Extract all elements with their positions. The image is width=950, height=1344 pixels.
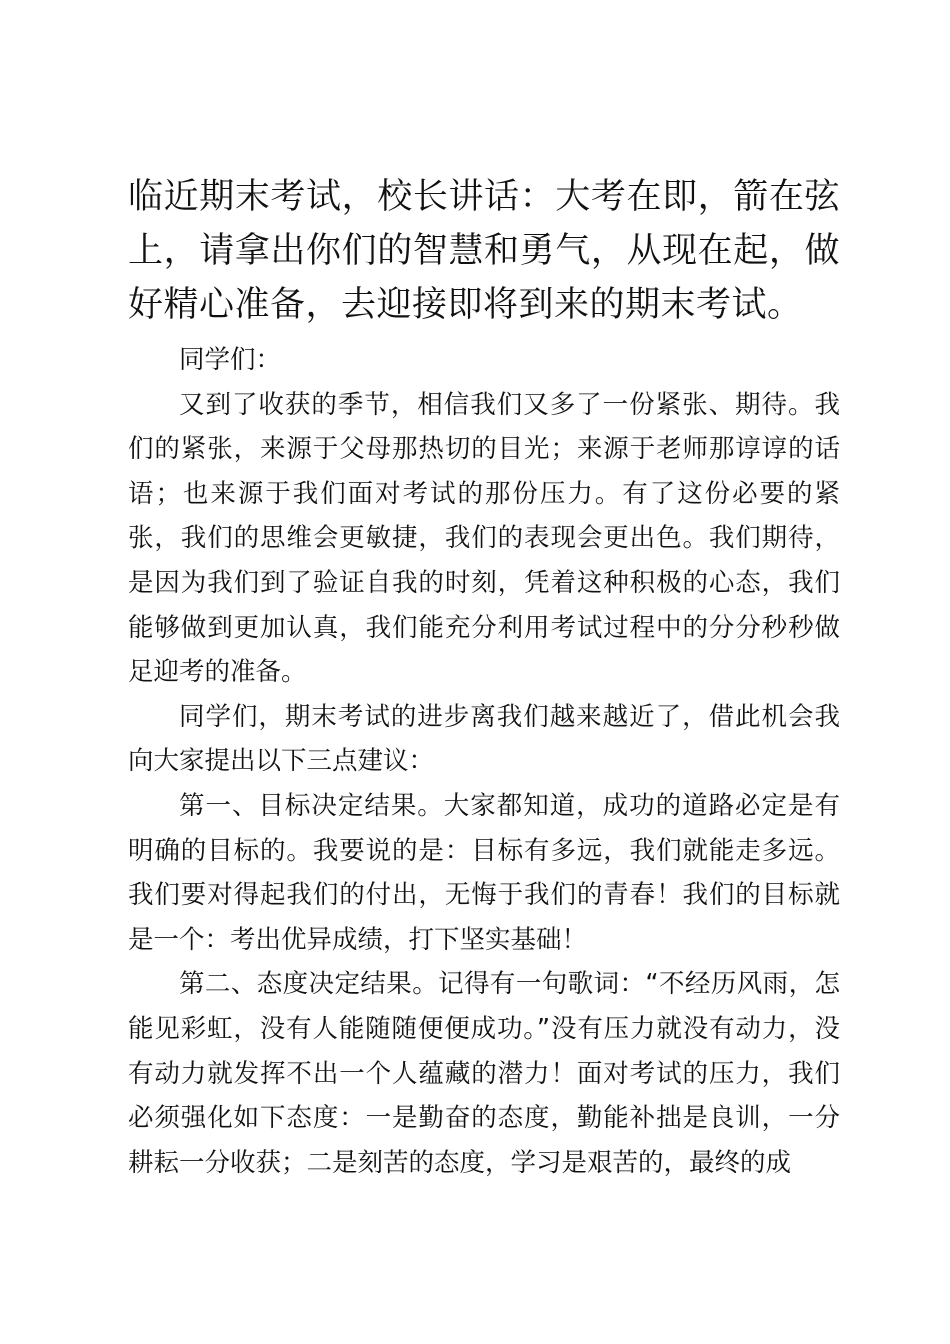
paragraph: 又到了收获的季节，相信我们又多了一份紧张、期待。我们的紧张，来源于父母那热切的目光；来源于老师那谆谆的话语；也来源于我们面对考试的那份压力。有了这份必要的紧张，我们的思维会更敏捷，我们的表现会更出色。我们期待，是因为我们到了验证自我的时刻，凭着这种积极的心态，我们能够做到更加认真，我们能充分利用考试过程中的分分秒秒做足迎考的准备。 xyxy=(128,389,840,688)
paragraph: 同学们，期末考试的进步离我们越来越近了，借此机会我向大家提出以下三点建议： xyxy=(128,701,840,777)
greeting: 同学们： xyxy=(179,345,282,375)
paragraph: 第二、态度决定结果。记得有一句歌词：“不经历风雨，怎能见彩虹，没有人能随随便便成功。”没有压力就没有动力，没有动力就发挥不出一个人蕴藏的潜力！面对考试的压力，我们必须强化如下态度：一是勤奋的态度，勤能补拙是良训，一分耕耘一分收获；二是刻苦的态度，学习是艰苦的，最终的成 xyxy=(128,969,840,1178)
document-body xyxy=(128,170,840,1185)
speech-title: 临近期末考试，校长讲话：大考在即，箭在弦上，请拿出你们的智慧和勇气，从现在起，做好精心准备，去迎接即将到来的期末考试。 xyxy=(128,177,840,325)
paragraph: 第一、目标决定结果。大家都知道，成功的道路必定是有明确的目标的。我要说的是：目标有多远，我们就能走多远。我们要对得起我们的付出，无悔于我们的青春！我们的目标就是一个：考出优异成绩，打下坚实基础！ xyxy=(128,790,840,955)
